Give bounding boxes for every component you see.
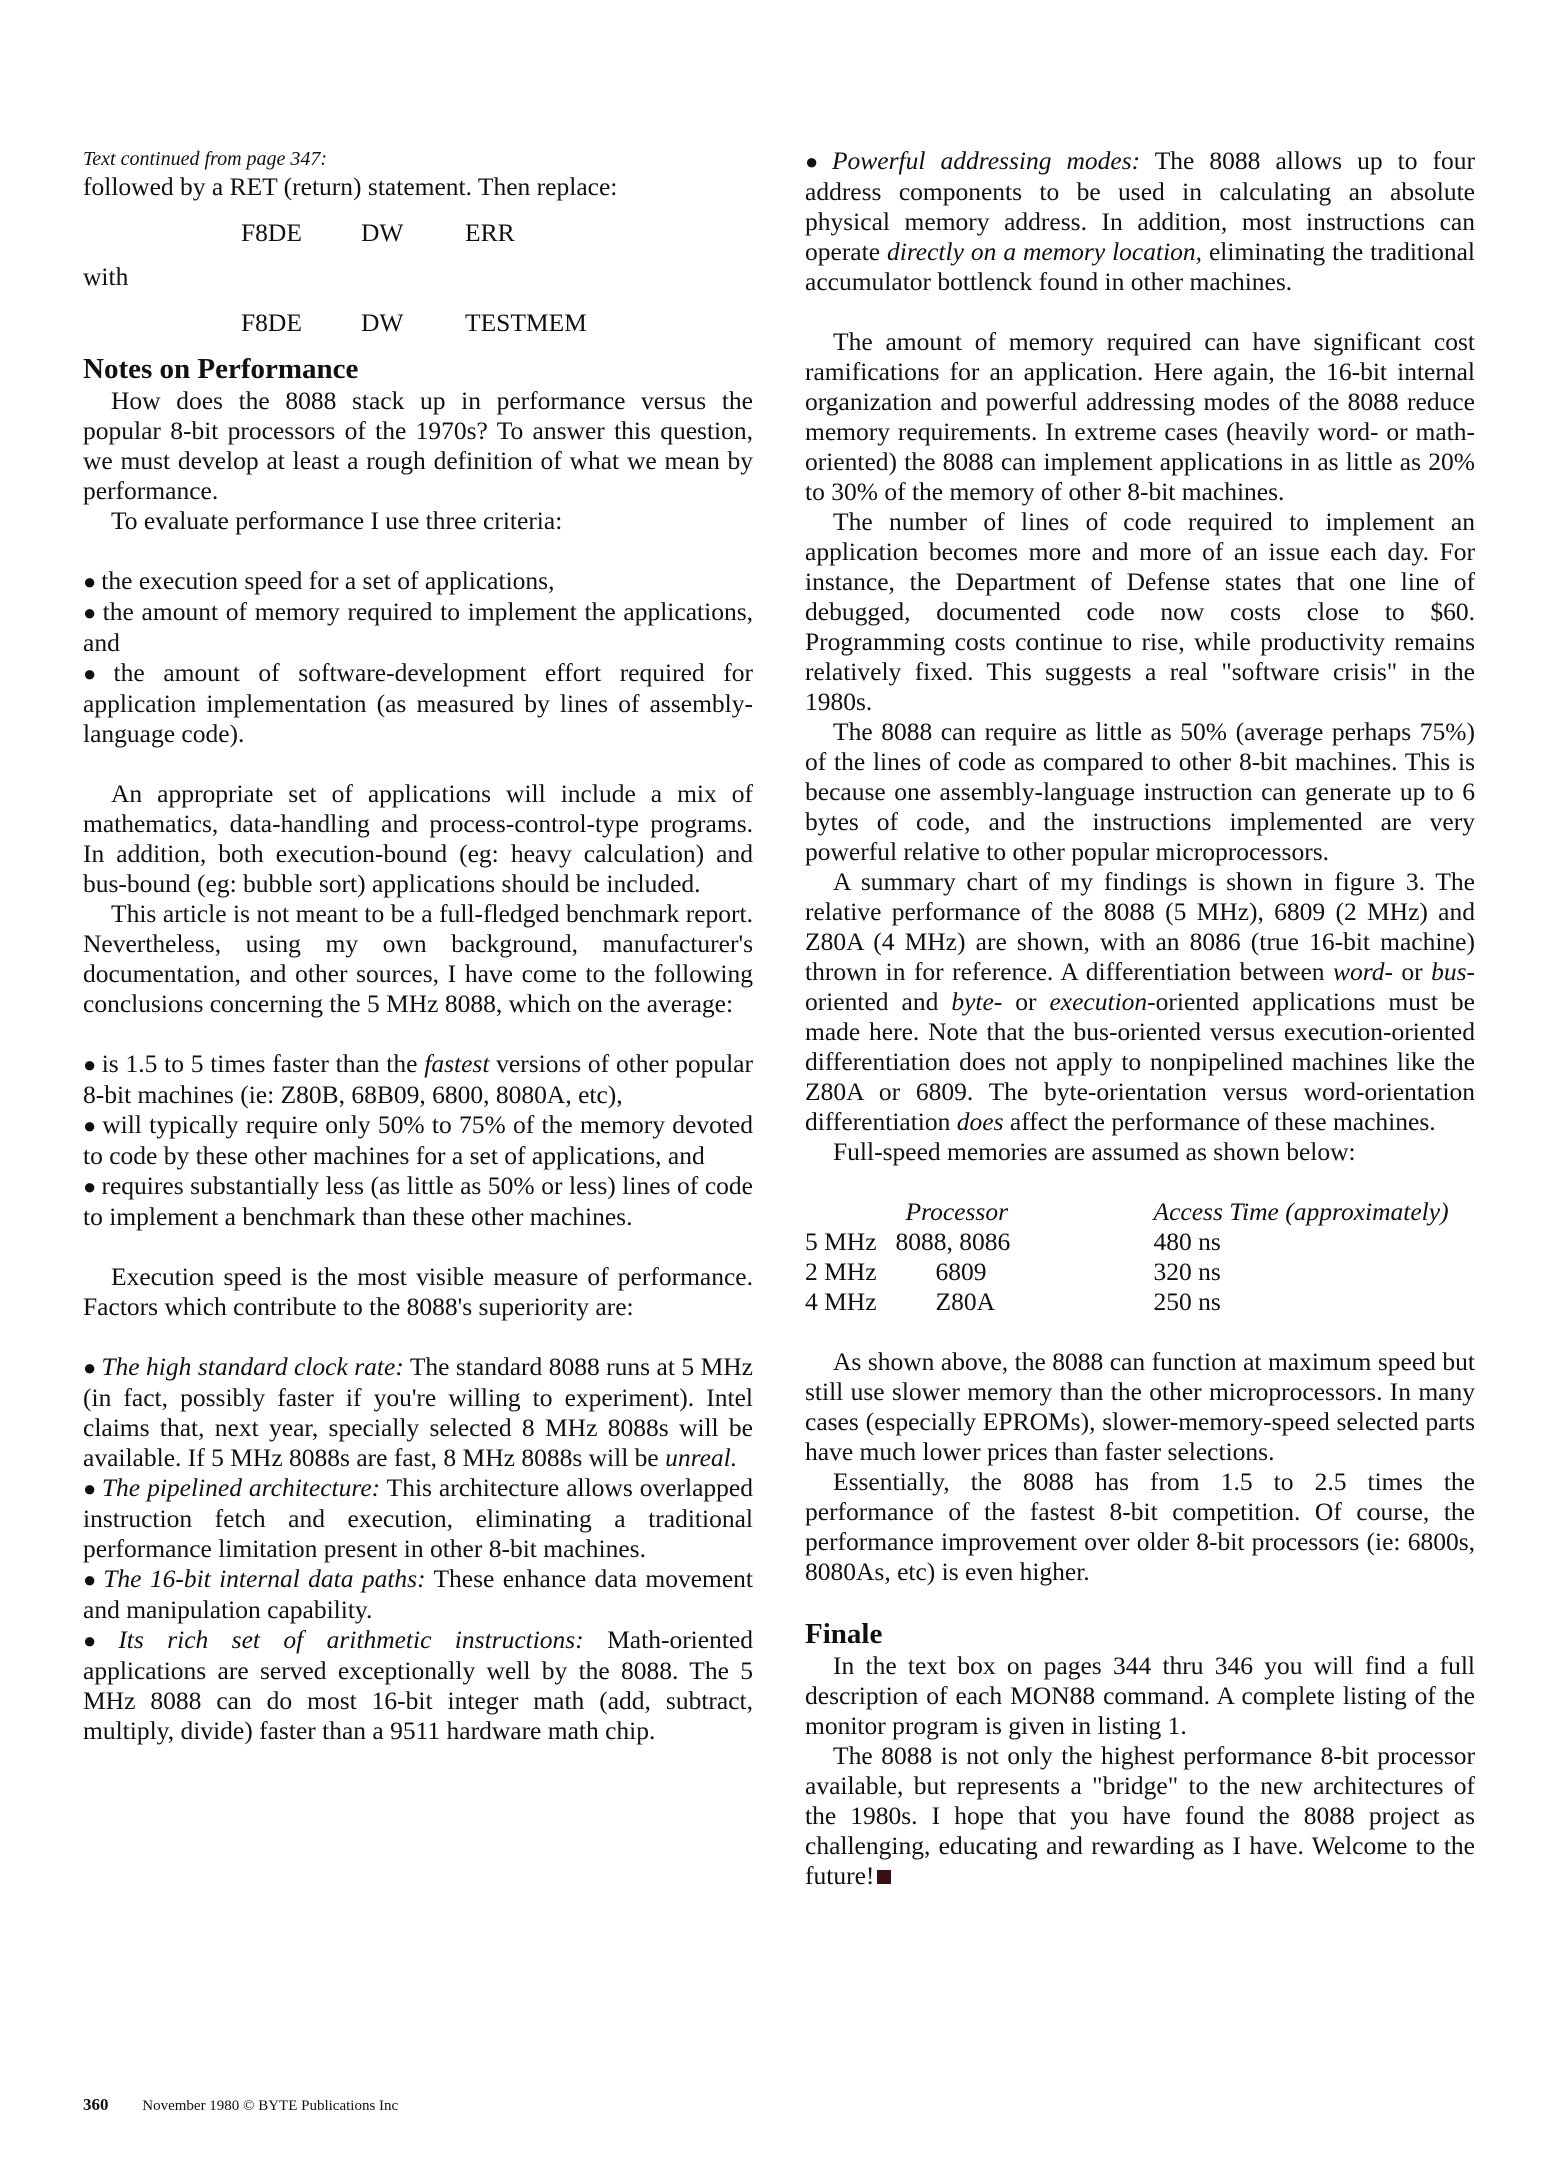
paragraph: The amount of memory required can have significant cost ramifications for an application. Here again, the 16-bit internal organization and powerful addressing modes of the 8088 reduce memory requirements. In extreme cases (heavily word- or math-oriented) the 8088 can implement applications in as little as 20% to 30% of the memory of other 8-bit machines. [805, 327, 1475, 506]
paragraph: The 8088 can require as little as 50% (average perhaps 75%) of the lines of code as compared to other 8-bit machines. This is because one assembly-language instruction can generate up to 6 bytes of code, and the instructions implemented are very powerful relative to other popular microprocessors. [805, 717, 1475, 866]
paragraph: The number of lines of code required to implement an application becomes more and more of an issue each day. For instance, the Department of Defense states that one line of debugged, documented code now costs close to $60. Programming costs continue to rise, while productivity remains relatively fixed. This suggests a real "software crisis" in the 1980s. [805, 507, 1475, 716]
left-column [83, 146, 753, 1746]
bullet-item: ● The 16-bit internal data paths: These enhance data movement and manipulation capability. [83, 1564, 753, 1625]
page-footer [83, 2095, 398, 2115]
table-header-processor: Processor [905, 1197, 1008, 1226]
paragraph: Essentially, the 8088 has from 1.5 to 2.5 times the performance of the fastest 8-bit competition. Of course, the performance improvement over older 8-bit processors (ie: 6800s, 8080As, etc) is even higher. [805, 1467, 1475, 1586]
paragraph: An appropriate set of applications will include a mix of mathematics, data-handling and process-control-type programs. In addition, both execution-bound (eg: heavy calculation) and bus-bound (eg: bubble sort) applications should be included. [83, 779, 753, 898]
bullet-item: ● the execution speed for a set of applications, [83, 566, 753, 597]
bullet-item: ● requires substantially less (as little as 50% or less) lines of code to implement a benchmark than these other machines. [83, 1171, 753, 1232]
bullet-item: ● Its rich set of arithmetic instructions: Math-oriented applications are served exceptionally well by the 8088. The 5 MHz 8088 can do most 16-bit integer math (add, subtract, multiply, divide) faster than a 9511 hardware math chip. [83, 1625, 753, 1746]
paragraph: How does the 8088 stack up in performance versus the popular 8-bit processors of the 1970s? To answer this question, we must develop at least a rough definition of what we mean by performance. [83, 386, 753, 505]
with-label: with [83, 262, 129, 291]
table-header-access: Access Time (approximately) [1153, 1197, 1449, 1226]
right-column [805, 146, 1475, 1891]
paragraph: To evaluate performance I use three criteria: [111, 506, 563, 535]
bullet-item: ● The high standard clock rate: The standard 8088 runs at 5 MHz (in fact, possibly faster if you're willing to experiment). Intel claims that, next year, specially selected 8 MHz 8088s will be available. If 5 MHz 8088s are fast, 8 MHz 8088s will be unreal. [83, 1352, 753, 1473]
paragraph: A summary chart of my findings is shown in figure 3. The relative performance of the 8088 (5 MHz), 6809 (2 MHz) and Z80A (4 MHz) are shown, with an 8086 (true 16-bit machine) thrown in for reference. A differentiation between word- or bus-oriented and byte- or execution-oriented applications must be made here. Note that the bus-oriented versus execution-oriented differentiation does not apply to nonpipelined machines like the Z80A or 6809. The byte-orientation versus word-orientation differentiation does affect the performance of these machines. [805, 867, 1475, 1136]
continued-note: Text continued from page 347: [83, 148, 328, 170]
memory-access-table [805, 1197, 1475, 1317]
bullet-item: ● the amount of software-development effort required for application implementation (as measured by lines of assembly-language code). [83, 658, 753, 749]
paragraph: As shown above, the 8088 can function at maximum speed but still use slower memory than the other microprocessors. In many cases (especially EPROMs), slower-memory-speed selected parts have much lower prices than faster selections. [805, 1347, 1475, 1466]
footer-credit: November 1980 © BYTE Publications Inc [142, 2098, 399, 2114]
paragraph: The 8088 is not only the highest performance 8-bit processor available, but represents a "bridge" to the new architectures of the 1980s. I hope that you have found the 8088 project as challenging, educating and rewarding as I have. Welcome to the future! [805, 1741, 1475, 1890]
table-row: 4 MHz Z80A 250 ns [805, 1287, 1221, 1316]
table-row: 5 MHz 8088, 8086 480 ns [805, 1227, 1221, 1256]
paragraph: Full-speed memories are assumed as shown below: [833, 1137, 1356, 1166]
bullet-item: ● will typically require only 50% to 75% of the memory devoted to code by these other machines for a set of applications, and [83, 1110, 753, 1171]
table-row: 2 MHz 6809 320 ns [805, 1257, 1221, 1286]
code-line-replace: F8DE DW ERR [241, 218, 515, 247]
section-heading-finale: Finale [805, 1618, 883, 1650]
paragraph: In the text box on pages 344 thru 346 you will find a full description of each MON88 command. A complete listing of the monitor program is given in listing 1. [805, 1651, 1475, 1740]
page-number: 360 [83, 2095, 109, 2114]
bullet-item: ● the amount of memory required to implement the applications, and [83, 597, 753, 658]
end-mark-icon [877, 1870, 891, 1884]
bullet-item: ● is 1.5 to 5 times faster than the fastest versions of other popular 8-bit machines (ie: Z80B, 68B09, 6800, 8080A, etc), [83, 1049, 753, 1110]
code-line-with: F8DE DW TESTMEM [241, 308, 587, 337]
bullet-item: ● Powerful addressing modes: The 8088 allows up to four address components to be used in calculating an absolute physical memory address. In addition, most instructions can operate directly on a memory location, eliminating the traditional accumulator bottlenck found in other machines. [805, 146, 1475, 297]
section-heading-performance: Notes on Performance [83, 353, 359, 385]
paragraph: Execution speed is the most visible measure of performance. Factors which contribute to the 8088's superiority are: [83, 1262, 753, 1321]
intro-paragraph: followed by a RET (return) statement. Then replace: [83, 172, 618, 201]
bullet-item: ● The pipelined architecture: This architecture allows overlapped instruction fetch and execution, eliminating a traditional performance limitation present in other 8-bit machines. [83, 1473, 753, 1564]
paragraph: This article is not meant to be a full-fledged benchmark report. Nevertheless, using my own background, manufacturer's documentation, and other sources, I have come to the following conclusions concerning the 5 MHz 8088, which on the average: [83, 899, 753, 1018]
